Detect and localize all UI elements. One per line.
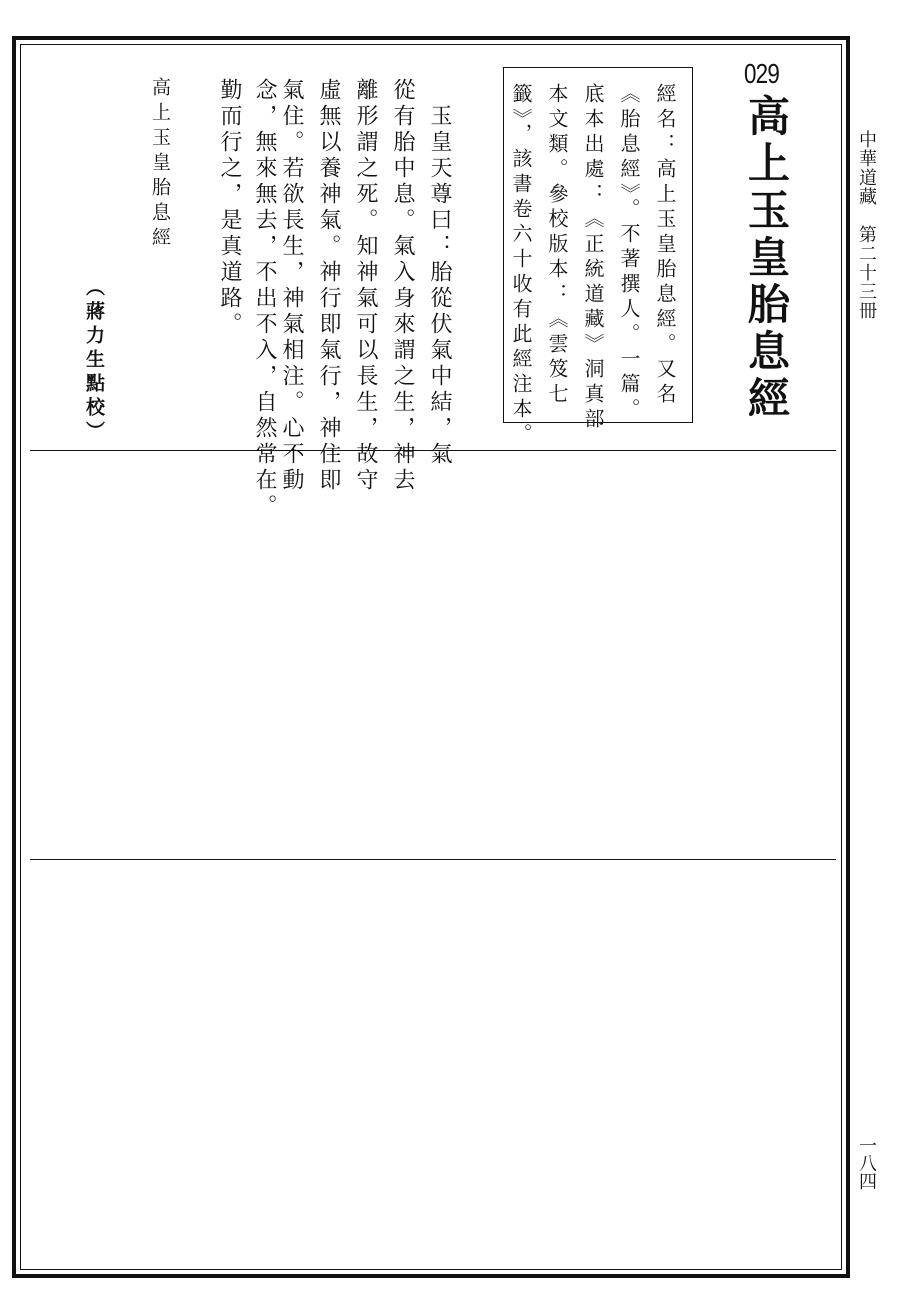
colophon-title: 高上玉皇胎息經 xyxy=(149,77,171,252)
body-line: 玉皇天尊曰：胎從伏氣中結，氣 xyxy=(427,104,452,468)
note-line: 《胎息經》。不著撰人。一篇。 xyxy=(617,83,641,423)
note-line: 本文類。參校版本：《雲笈七 xyxy=(545,83,569,408)
body-line: 氣住。若欲長生，神氣相注。心不動 xyxy=(279,78,304,494)
scripture-title: 高上玉皇胎息經 xyxy=(742,94,791,423)
page-number: 一八四 xyxy=(856,1136,877,1190)
body-line: 虛無以養神氣。神行即氣行，神住即 xyxy=(316,78,341,494)
section-divider-bottom xyxy=(30,859,836,860)
body-line: 離形謂之死。知神氣可以長生，故守 xyxy=(353,78,378,494)
note-line: 底本出處：《正統道藏》洞真部 xyxy=(581,83,605,433)
body-line: 念，無來無去，不出不入，自然常在。 xyxy=(252,78,277,520)
running-header: 中華道藏 第二十三冊 xyxy=(856,130,877,320)
text-number: 029 xyxy=(744,58,779,89)
body-line: 勤而行之，是真道路。 xyxy=(217,78,242,338)
proofreader-credit: （蔣力生點校） xyxy=(83,277,105,445)
note-line: 經名：高上玉皇胎息經。又名 xyxy=(653,83,677,408)
body-line: 從有胎中息。氣入身來謂之生，神去 xyxy=(390,78,415,494)
note-line: 籤》，該書卷六十收有此經注本。 xyxy=(509,83,533,448)
